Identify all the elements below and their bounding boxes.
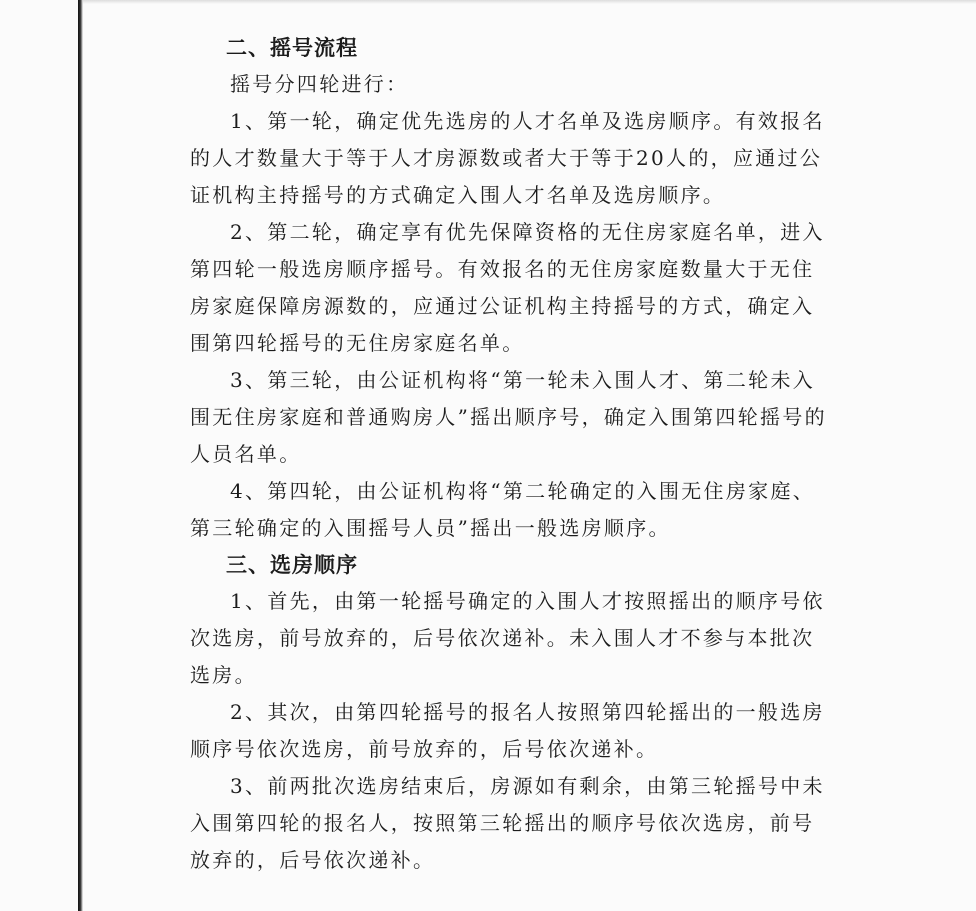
paragraph-line: 2、第二轮，确定享有优先保障资格的无住房家庭名单，进入 xyxy=(230,220,825,244)
paragraph-line: 第四轮一般选房顺序摇号。有效报名的无住房家庭数量大于无住 xyxy=(190,257,815,281)
section-heading-lottery-process: 二、摇号流程 xyxy=(226,36,358,60)
paragraph-line: 房家庭保障房源数的，应通过公证机构主持摇号的方式，确定入 xyxy=(190,294,815,318)
paragraph-line: 2、其次，由第四轮摇号的报名人按照第四轮摇出的一般选房 xyxy=(230,700,825,724)
selection-order-1-paragraph xyxy=(190,583,825,694)
paragraph-line: 围无住房家庭和普通购房人”摇出顺序号，确定入围第四轮摇号的 xyxy=(190,405,827,429)
paragraph-line: 第三轮确定的入围摇号人员”摇出一般选房顺序。 xyxy=(190,516,671,540)
paragraph-line: 1、第一轮，确定优先选房的人才名单及选房顺序。有效报名 xyxy=(230,109,825,133)
document-body xyxy=(190,30,827,879)
paragraph-line: 选房。 xyxy=(190,663,257,687)
lottery-round-1-paragraph xyxy=(190,103,825,214)
paragraph-line: 3、第三轮，由公证机构将“第一轮未入围人才、第二轮未入 xyxy=(230,368,816,392)
paragraph-line: 4、第四轮，由公证机构将“第二轮确定的入围无住房家庭、 xyxy=(230,479,816,503)
paragraph-line: 顺序号依次选房，前号放弃的，后号依次递补。 xyxy=(190,737,659,761)
paragraph-line: 证机构主持摇号的方式确定入围人才名单及选房顺序。 xyxy=(190,183,726,207)
selection-order-2-paragraph xyxy=(190,694,825,768)
paragraph-line: 的人才数量大于等于人才房源数或者大于等于20人的，应通过公 xyxy=(190,146,823,170)
paragraph-line: 入围第四轮的报名人，按照第三轮摇出的顺序号依次选房，前号 xyxy=(190,811,815,835)
lottery-round-2-paragraph xyxy=(190,214,825,362)
paragraph-line: 人员名单。 xyxy=(190,442,302,466)
selection-order-3-paragraph xyxy=(190,768,825,879)
section-intro: 摇号分四轮进行： xyxy=(230,72,409,96)
paragraph-line: 3、前两批次选房结束后，房源如有剩余，由第三轮摇号中未 xyxy=(230,774,825,798)
lottery-round-4-paragraph xyxy=(190,473,816,547)
paragraph-line: 次选房，前号放弃的，后号依次递补。未入围人才不参与本批次 xyxy=(190,626,815,650)
section-heading-selection-order: 三、选房顺序 xyxy=(226,553,358,577)
paragraph-line: 1、首先，由第一轮摇号确定的入围人才按照摇出的顺序号依 xyxy=(230,589,825,613)
page-edge-shadow xyxy=(78,0,83,911)
lottery-round-3-paragraph xyxy=(190,362,827,473)
paragraph-line: 围第四轮摇号的无住房家庭名单。 xyxy=(190,331,525,355)
page-top-edge xyxy=(83,0,976,4)
paragraph-line: 放弃的，后号依次递补。 xyxy=(190,848,436,872)
